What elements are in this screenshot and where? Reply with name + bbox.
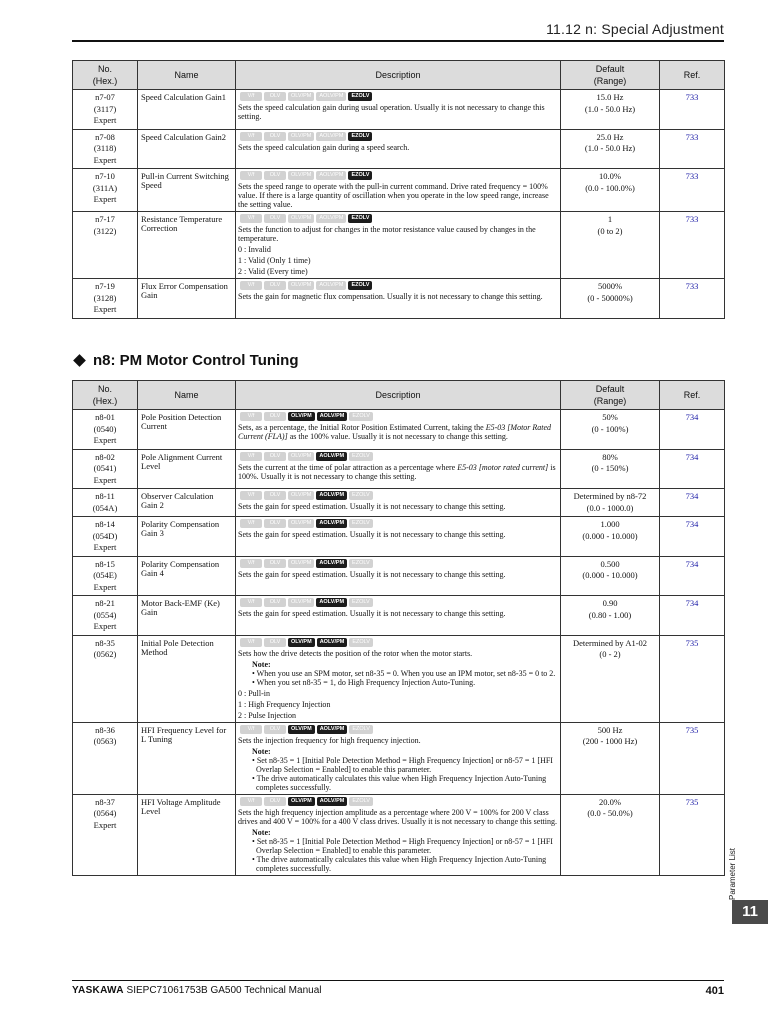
column-header-ref: Ref. [660,381,725,410]
mode-badge: AOLV/PM [316,491,347,500]
parameter-number-cell [73,279,138,319]
parameter-number: n7-08 [95,131,115,142]
parameter-hex: (054A) [92,502,118,513]
mode-badge: EZOLV [349,519,373,528]
mode-badge: OLV [264,281,286,290]
column-header-default: Default (Range) [561,381,660,410]
mode-badge: OLV/PM [288,559,314,568]
mode-badge: EZOLV [349,491,373,500]
parameter-hex: (0541) [93,463,117,473]
parameter-name: Resistance Temperature Correction [138,212,236,279]
parameter-name: Polarity Compensation Gain 4 [138,556,236,596]
mode-badge: AOLV/PM [316,92,346,101]
description-text: Sets the gain for speed estimation. Usually it is not necessary to change this setting. [238,530,506,539]
mode-badge: OLV/PM [288,452,314,461]
parameter-description-cell [236,449,561,489]
diamond-bullet-icon [73,354,86,367]
setting-option: 2 : Pulse Injection [238,710,296,720]
mode-badge: EZOLV [349,638,373,647]
default-range-cell [561,489,660,517]
parameter-number-cell [73,635,138,722]
reference-page-link[interactable]: 733 [660,169,725,212]
mode-badge: OLV/PM [288,491,314,500]
setting-range: (0.0 - 1000.0) [586,502,634,513]
default-range-cell [561,517,660,557]
mode-badge: EZOLV [349,559,373,568]
parameter-name: Speed Calculation Gain1 [138,90,236,130]
parameter-table-n8 [72,380,725,876]
access-level: Expert [93,115,117,125]
mode-badge: AOLV/PM [316,452,347,461]
control-mode-badges [240,638,558,647]
note-bullet-text: The drive automatically calculates this value when High Frequency Injection Auto-Tuning completes successfully. [256,854,547,873]
parameter-number: n7-19 [95,281,115,291]
parameter-hex: (054E) [93,570,117,580]
parameter-name: HFI Voltage Amplitude Level [138,794,236,875]
default-range-cell [561,410,660,450]
note-bullet-text: Set n8-35 = 1 [Initial Pole Detection Method = High Frequency Injection] or n8-57 = 1 [HFI Overlap Selection = Enabled] to enable this parameter. [256,836,553,855]
default-range-cell [561,279,660,319]
parameter-description-cell [236,635,561,722]
setting-range: (0.000 - 10.000) [582,530,638,541]
description-fragment: E5-03 [Motor Rated Current (FLA)] [238,423,552,441]
parameter-row [73,90,725,130]
parameter-number: n8-14 [95,519,115,529]
parameter-number-cell [73,169,138,212]
control-mode-badges [240,559,558,568]
mode-badge: EZOLV [349,797,373,806]
footer-rule [72,980,724,981]
mode-badge: AOLV/PM [317,412,348,421]
description-fragment: E5-03 [motor rated current] [457,462,549,472]
parameter-hex: (0563) [93,736,117,746]
column-header-name: Name [138,61,236,90]
mode-badge: EZOLV [348,92,372,101]
mode-badge: AOLV/PM [316,214,346,223]
mode-badge: OLV/PM [288,132,314,141]
mode-badge: AOLV/PM [316,171,346,180]
default-range-cell [561,794,660,875]
default-value: 15.0 Hz [596,92,624,102]
parameter-name: Pull-in Current Switching Speed [138,169,236,212]
parameter-number: n8-35 [95,637,115,648]
setting-range: (0 - 50000%) [587,292,633,303]
mode-badge: V/f [240,638,262,647]
parameter-description-cell [236,517,561,557]
mode-badge: OLV [264,214,286,223]
description-text: Sets how the drive detects the position of the rotor when the motor starts. [238,648,473,658]
default-value: 25.0 Hz [596,131,624,142]
parameter-hex: (3122) [93,225,117,236]
header-rule [72,40,724,42]
parameter-description-cell [236,212,561,279]
parameter-description-cell [236,169,561,212]
parameter-number: n8-01 [95,412,115,422]
control-mode-badges [240,491,558,500]
mode-badge: OLV/PM [288,171,314,180]
description-text [238,463,558,481]
default-range-cell [561,556,660,596]
control-mode-badges [240,519,558,528]
mode-badge: V/f [240,132,262,141]
parameter-number: n8-36 [95,724,115,735]
note-bullet: • Set n8-35 = 1 [Initial Pole Detection Method = High Frequency Injection] or n8-57 = 1 [HFI Overlap Selection = Enabled] to enable this parameter. [252,836,553,855]
mode-badge: OLV [264,797,286,806]
reference-page-link[interactable]: 733 [660,90,725,130]
reference-page-link[interactable]: 735 [660,794,725,875]
reference-page-link[interactable]: 734 [660,410,725,450]
parameter-name: Initial Pole Detection Method [138,635,236,722]
parameter-hex: (3118) [93,143,117,153]
parameter-row [73,722,725,794]
description-text: Sets the high frequency injection amplitude as a percentage where 200 V = 100% for 200 V class drives and 400 V = 100% for a 400 V class drives. Usually it is not necessary to change this setting. [238,807,557,826]
mode-badge: V/f [240,281,262,290]
description-text [238,423,558,441]
mode-badge: V/f [240,559,262,568]
setting-range: (0.0 - 100.0%) [585,182,635,193]
default-range-cell [561,90,660,130]
mode-badge: OLV/PM [288,598,314,607]
parameter-name: Motor Back-EMF (Ke) Gain [138,596,236,636]
parameter-name: Polarity Compensation Gain 3 [138,517,236,557]
default-value: 50% [602,412,618,422]
parameter-description-cell [236,90,561,130]
document-title: SIEPC71061753B GA500 Technical Manual [126,985,322,996]
access-level: Expert [93,435,117,445]
brand-logo: YASKAWA [72,985,124,996]
mode-badge: EZOLV [349,452,373,461]
description-text: Sets the function to adjust for changes in the motor resistance value caused by changes in the temperature. [238,225,536,243]
reference-page-link[interactable]: 734 [660,517,725,557]
parameter-hex: (3128) [93,292,117,303]
control-mode-badges [240,797,558,806]
parameter-table-n7 [72,60,725,319]
parameter-number: n7-17 [95,214,115,224]
control-mode-badges [240,725,558,734]
setting-option: 0 : Pull-in [238,688,271,698]
parameter-row [73,596,725,636]
reference-page-link[interactable]: 733 [660,129,725,169]
parameter-number: n8-02 [95,451,115,462]
default-range-cell [561,596,660,636]
column-header-ref: Ref. [660,61,725,90]
access-level: Expert [93,194,117,204]
access-level: Expert [93,621,117,631]
description-fragment: is 100%. Usually it is not necessary to change this setting. [238,462,556,481]
parameter-number-cell [73,517,138,557]
parameter-hex: (0554) [93,609,117,620]
mode-badge: OLV [264,491,286,500]
parameter-number-cell [73,129,138,169]
parameter-name: Observer Calculation Gain 2 [138,489,236,517]
description-fragment: Sets the current at the time of polar attraction as a percentage where [238,462,458,472]
parameter-number-cell [73,722,138,794]
note-bullet-text: When you set n8-35 = 1, do High Frequency Injection Auto-Tuning. [256,677,476,687]
access-level: Expert [93,542,117,552]
mode-badge: AOLV/PM [317,797,348,806]
parameter-number: n8-11 [95,491,115,501]
running-header: 11.12 n: Special Adjustment [546,21,724,37]
mode-badge: OLV [264,452,286,461]
description-text: Sets the gain for speed estimation. Usually it is not necessary to change this setting. [238,609,506,618]
description-text: Sets the speed calculation gain during a speed search. [238,142,410,152]
column-header-no: No. (Hex.) [73,61,138,90]
column-header-description: Description [236,381,561,410]
parameter-row [73,279,725,319]
parameter-row [73,129,725,169]
setting-range: (0.000 - 10.000) [582,570,638,580]
parameter-number-cell [73,449,138,489]
setting-range: (1.0 - 50.0 Hz) [584,143,636,153]
mode-badge: OLV [264,725,286,734]
parameter-number-cell [73,212,138,279]
mode-badge: AOLV/PM [316,519,347,528]
parameter-number-cell [73,410,138,450]
parameter-number: n7-10 [95,171,115,181]
mode-badge: OLV [264,171,286,180]
parameter-number-cell [73,794,138,875]
parameter-description-cell [236,596,561,636]
mode-badge: OLV/PM [288,92,314,101]
mode-badge: EZOLV [349,725,373,734]
mode-badge: OLV [264,412,286,421]
default-value: 500 Hz [597,724,623,735]
reference-page-link[interactable]: 735 [660,635,725,722]
mode-badge: V/f [240,519,262,528]
mode-badge: EZOLV [348,171,372,180]
parameter-description-cell [236,556,561,596]
setting-range: (1.0 - 50.0 Hz) [584,103,636,114]
section-title: n8: PM Motor Control Tuning [93,352,299,369]
default-value: 0.90 [602,598,618,608]
default-value: 1 [607,214,613,224]
parameter-description-cell [236,489,561,517]
mode-badge: OLV/PM [288,638,315,647]
column-header-default: Default (Range) [561,61,660,90]
chapter-tab: 11 [732,900,768,924]
setting-option: 1 : High Frequency Injection [238,699,331,709]
page-number: 401 [705,985,724,997]
control-mode-badges [240,412,558,421]
default-value: 0.500 [600,558,620,569]
control-mode-badges [240,281,558,290]
mode-badge: AOLV/PM [317,638,348,647]
note-bullet-text: When you use an SPM motor, set n8-35 = 0. When you use an IPM motor, set n8-35 = 0 to 2. [256,668,556,678]
note-bullet: • When you use an SPM motor, set n8-35 = 0. When you use an IPM motor, set n8-35 = 0 to 2. [252,668,556,678]
description-fragment: as the 100% value. Usually it is not necessary to change this setting. [287,432,508,441]
parameter-hex: (0562) [93,649,117,659]
parameter-name: Speed Calculation Gain2 [138,129,236,169]
mode-badge: EZOLV [348,281,372,290]
mode-badge: V/f [240,171,262,180]
access-level: Expert [93,819,117,830]
mode-badge: OLV [264,92,286,101]
control-mode-badges [240,598,558,607]
mode-badge: OLV [264,638,286,647]
setting-option: 0 : Invalid [238,245,271,254]
footer-document [72,985,321,996]
mode-badge: OLV/PM [288,725,315,734]
default-range-cell [561,212,660,279]
setting-range: (0.80 - 1.00) [588,609,632,620]
mode-badge: OLV [264,519,286,528]
mode-badge: V/f [240,214,262,223]
default-range-cell [561,169,660,212]
parameter-name: Flux Error Compensation Gain [138,279,236,319]
parameter-hex: (0540) [93,423,117,434]
default-value: 20.0% [599,796,621,807]
setting-range: (0 - 2) [599,649,621,659]
parameter-number-cell [73,90,138,130]
mode-badge: OLV/PM [288,214,314,223]
mode-badge: OLV/PM [288,412,315,421]
mode-badge: AOLV/PM [316,132,346,141]
note-heading: Note: [252,746,271,756]
setting-range: (200 - 1000 Hz) [582,736,638,746]
parameter-row [73,169,725,212]
mode-badge: OLV/PM [288,797,315,806]
parameter-name: Pole Alignment Current Level [138,449,236,489]
default-value: 5000% [597,281,623,291]
parameter-row [73,556,725,596]
parameter-hex: (054D) [92,530,118,541]
control-mode-badges [240,92,558,101]
parameter-row [73,517,725,557]
mode-badge: EZOLV [348,132,372,141]
note-bullet-text: Set n8-35 = 1 [Initial Pole Detection Method = High Frequency Injection] or n8-57 = 1 [HFI Overlap Selection = Enabled] to enable this parameter. [256,755,553,774]
mode-badge: AOLV/PM [316,598,347,607]
parameter-row [73,212,725,279]
default-range-cell [561,635,660,722]
parameter-row [73,794,725,875]
parameter-name: Pole Position Detection Current [138,410,236,450]
parameter-number: n8-15 [95,558,115,569]
mode-badge: AOLV/PM [316,559,347,568]
control-mode-badges [240,132,558,141]
default-range-cell [561,449,660,489]
column-header-name: Name [138,381,236,410]
description-fragment: Sets, as a percentage, the Initial Rotor Position Estimated Current, taking the [238,423,486,432]
parameter-hex: (311A) [92,182,118,193]
mode-badge: V/f [240,598,262,607]
description-text: Sets the injection frequency for high frequency injection. [238,735,421,745]
mode-badge: OLV [264,598,286,607]
note-heading: Note: [252,659,271,669]
parameter-description-cell [236,794,561,875]
access-level: Expert [93,304,117,314]
mode-badge: V/f [240,725,262,734]
mode-badge: OLV/PM [288,519,314,528]
access-level: Expert [93,581,117,592]
default-value: 1.000 [600,519,620,529]
access-level: Expert [93,154,117,165]
note-bullet-text: The drive automatically calculates this value when High Frequency Injection Auto-Tuning completes successfully. [256,773,547,792]
setting-range: (0 - 100%) [591,423,629,434]
default-value: Determined by A1-02 [572,637,648,648]
control-mode-badges [240,214,558,223]
reference-page-link[interactable]: 734 [660,596,725,636]
parameter-number: n8-37 [95,796,115,807]
parameter-number-cell [73,556,138,596]
control-mode-badges [240,452,558,461]
mode-badge: AOLV/PM [316,281,346,290]
setting-range: (0 to 2) [597,225,623,236]
section-heading [72,352,299,369]
mode-badge: EZOLV [349,412,373,421]
default-range-cell [561,722,660,794]
parameter-row [73,410,725,450]
setting-option: 1 : Valid (Only 1 time) [238,256,311,265]
parameter-hex: (3117) [93,103,117,114]
parameter-number-cell [73,596,138,636]
default-value: 80% [602,451,618,462]
mode-badge: EZOLV [348,214,372,223]
default-value: 10.0% [599,171,621,181]
mode-badge: V/f [240,797,262,806]
description-text: Sets the gain for magnetic flux compensation. Usually it is not necessary to change this setting. [238,292,543,301]
control-mode-badges [240,171,558,180]
reference-page-link[interactable]: 735 [660,722,725,794]
mode-badge: OLV/PM [288,281,314,290]
parameter-description-cell [236,410,561,450]
reference-page-link[interactable]: 733 [660,212,725,279]
mode-badge: V/f [240,92,262,101]
mode-badge: V/f [240,452,262,461]
parameter-description-cell [236,722,561,794]
note-bullet: • When you set n8-35 = 1, do High Frequency Injection Auto-Tuning. [252,677,476,687]
description-text: Sets the speed range to operate with the pull-in current command. Drive rated frequency = 100% value. If there is a large quantity of oscillation when you operate in the low speed range, increase the setting value. [238,182,549,209]
description-text: Sets the gain for speed estimation. Usually it is not necessary to change this setting. [238,569,506,579]
side-section-label: Parameter List [728,847,737,900]
note-bullet: • The drive automatically calculates this value when High Frequency Injection Auto-Tuning completes successfully. [252,773,547,792]
mode-badge: EZOLV [349,598,373,607]
setting-range: (0.0 - 50.0%) [587,808,633,818]
default-range-cell [561,129,660,169]
mode-badge: V/f [240,412,262,421]
parameter-description-cell [236,279,561,319]
parameter-number: n7-07 [95,92,115,102]
default-value: Determined by n8-72 [573,491,647,501]
reference-page-link[interactable]: 733 [660,279,725,319]
setting-option: 2 : Valid (Every time) [238,267,308,276]
note-heading: Note: [252,827,271,837]
parameter-row [73,449,725,489]
parameter-description-cell [236,129,561,169]
note-bullet: • Set n8-35 = 1 [Initial Pole Detection Method = High Frequency Injection] or n8-57 = 1 [HFI Overlap Selection = Enabled] to enable this parameter. [252,755,553,774]
mode-badge: OLV [264,132,286,141]
reference-page-link[interactable]: 734 [660,556,725,596]
description-text: Sets the speed calculation gain during usual operation. Usually it is not necessary to change this setting. [238,103,545,121]
setting-range: (0 - 150%) [591,463,629,473]
parameter-hex: (0564) [93,808,117,818]
access-level: Expert [93,474,117,485]
parameter-number-cell [73,489,138,517]
parameter-row [73,635,725,722]
description-text: Sets the gain for speed estimation. Usually it is not necessary to change this setting. [238,502,506,511]
reference-page-link[interactable]: 734 [660,489,725,517]
parameter-name: HFI Frequency Level for L Tuning [138,722,236,794]
column-header-no: No. (Hex.) [73,381,138,410]
column-header-description: Description [236,61,561,90]
note-bullet: • The drive automatically calculates this value when High Frequency Injection Auto-Tuning completes successfully. [252,854,547,873]
reference-page-link[interactable]: 734 [660,449,725,489]
parameter-row [73,489,725,517]
mode-badge: V/f [240,491,262,500]
mode-badge: OLV [264,559,286,568]
mode-badge: AOLV/PM [317,725,348,734]
parameter-number: n8-21 [95,598,115,608]
